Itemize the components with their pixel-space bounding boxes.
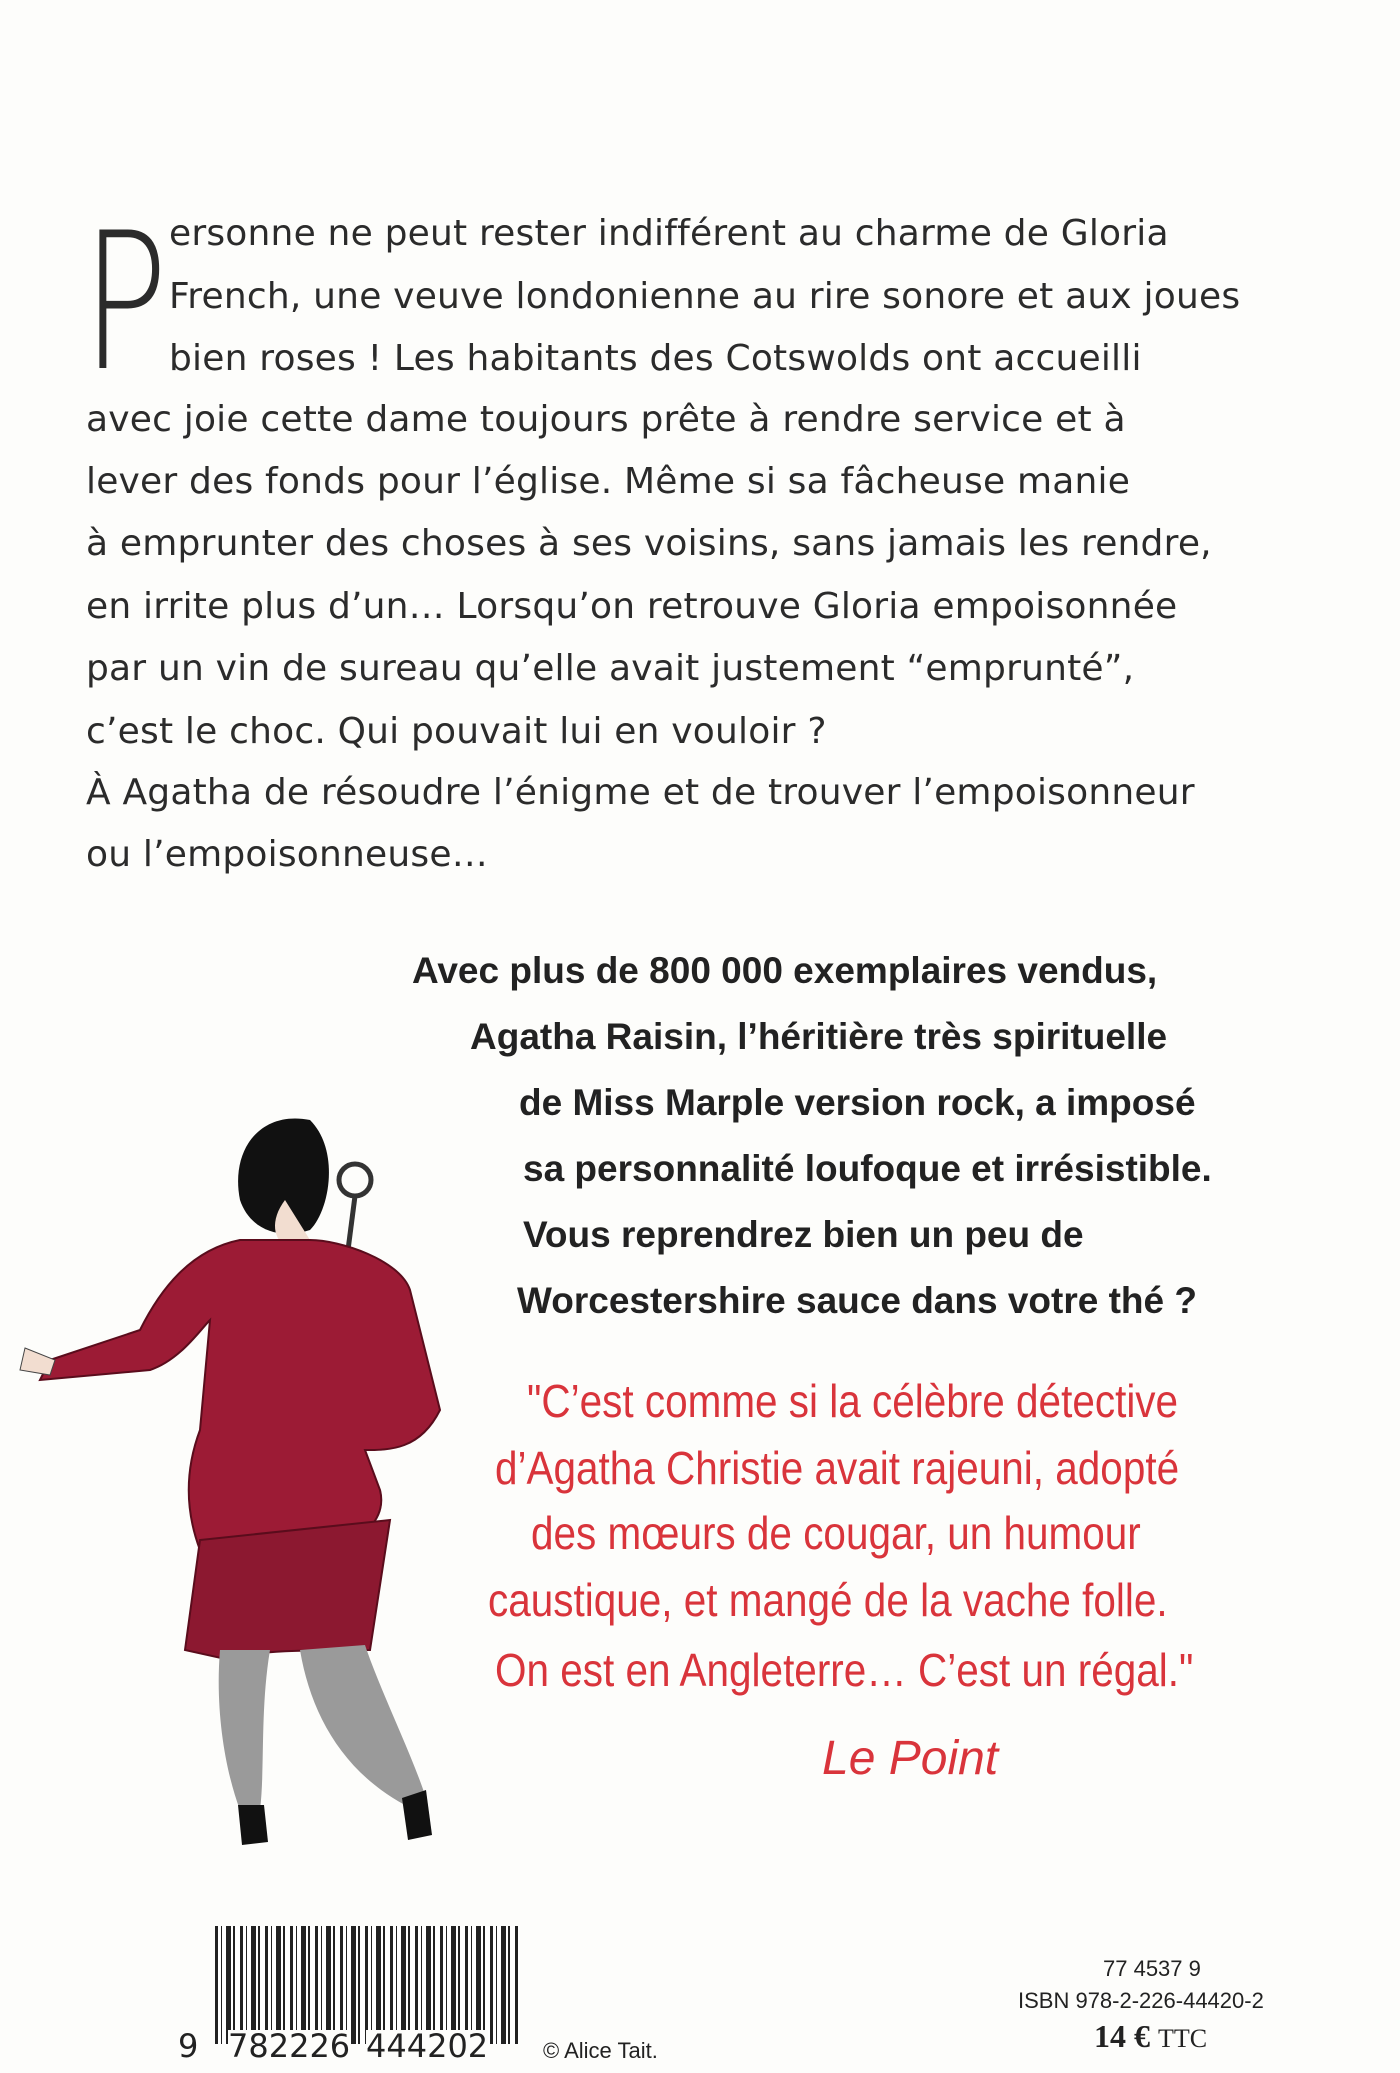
synopsis-line: par un vin de sureau qu’elle avait justement “emprunté”, — [86, 648, 1135, 689]
detective-illustration — [10, 1090, 480, 1850]
drop-cap: P — [82, 192, 168, 413]
synopsis-line: French, une veuve londonienne au rire sonore et aux joues — [169, 276, 1241, 317]
illustration-credit: © Alice Tait. — [543, 2038, 658, 2063]
quote-line: "C’est comme si la célèbre détective — [527, 1375, 1179, 1427]
synopsis-line: ersonne ne peut rester indifférent au charme de Gloria — [169, 213, 1169, 254]
synopsis-line: en irrite plus d’un… Lorsqu’on retrouve Gloria empoisonnée — [86, 586, 1178, 627]
price-value: 14 € — [1094, 2018, 1150, 2054]
barcode-digit-prefix: 9 — [178, 2027, 199, 2065]
price-suffix: TTC — [1158, 2024, 1208, 2053]
synopsis-line: avec joie cette dame toujours prête à rendre service et à — [86, 399, 1126, 440]
quote-line: On est en Angleterre… C’est un régal." — [495, 1644, 1194, 1696]
blurb-line: Avec plus de 800 000 exemplaires vendus, — [412, 950, 1158, 991]
price — [1094, 2020, 1207, 2052]
isbn: ISBN 978-2-226-44420-2 — [1018, 1988, 1264, 2013]
synopsis-line: c’est le choc. Qui pouvait lui en vouloir ? — [86, 711, 827, 752]
synopsis-line: lever des fonds pour l’église. Même si sa fâcheuse manie — [86, 461, 1131, 502]
synopsis-line: À Agatha de résoudre l’énigme et de trouver l’empoisonneur — [86, 772, 1195, 813]
quote-source: Le Point — [822, 1732, 999, 1785]
synopsis-line: ou l’empoisonneuse… — [86, 834, 488, 875]
quote-line: caustique, et mangé de la vache folle. — [488, 1574, 1168, 1626]
product-code: 77 4537 9 — [1103, 1956, 1201, 1981]
blurb-line: Worcestershire sauce dans votre thé ? — [517, 1280, 1197, 1321]
synopsis-line: à emprunter des choses à ses voisins, sans jamais les rendre, — [86, 523, 1212, 564]
barcode-digits-left: 782226 — [228, 2027, 351, 2065]
blurb-line: Vous reprendrez bien un peu de — [523, 1214, 1084, 1255]
blurb-line: de Miss Marple version rock, a imposé — [519, 1082, 1196, 1123]
quote-line: des mœurs de cougar, un humour — [531, 1507, 1141, 1559]
synopsis-line: bien roses ! Les habitants des Cotswolds ont accueilli — [169, 338, 1142, 379]
blurb-line: Agatha Raisin, l’héritière très spirituelle — [470, 1016, 1168, 1057]
blurb-line: sa personnalité loufoque et irrésistible. — [523, 1148, 1212, 1189]
barcode-digits-right: 444202 — [366, 2027, 489, 2065]
quote-line: d’Agatha Christie avait rajeuni, adopté — [495, 1442, 1180, 1494]
